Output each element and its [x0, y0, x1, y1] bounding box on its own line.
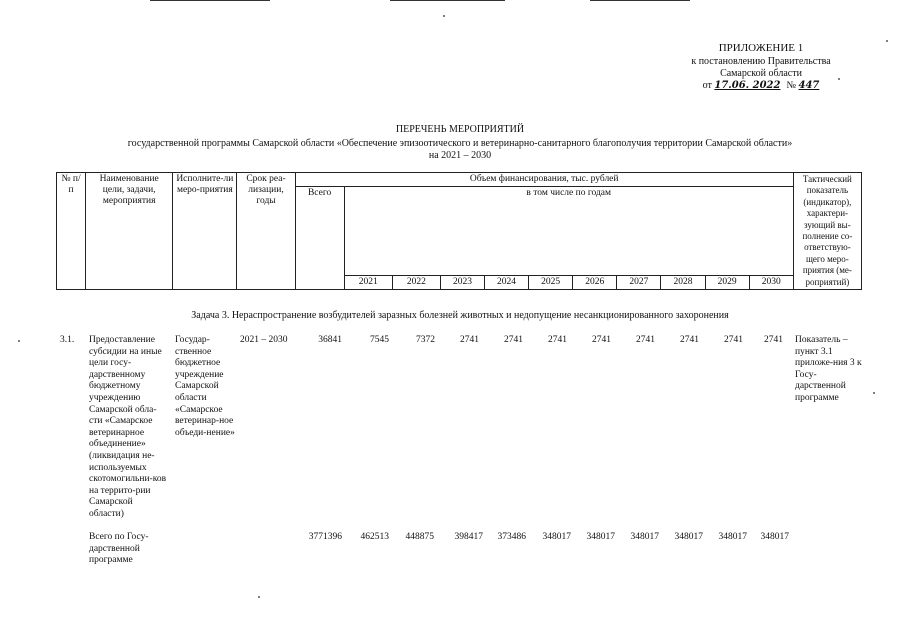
appendix-line: Самарской области — [720, 68, 802, 79]
scan-rule — [150, 0, 270, 1]
row-year-value: 2741 — [764, 335, 783, 345]
row-year-value: 2741 — [680, 335, 699, 345]
row-term: 2021 – 2030 — [240, 335, 288, 345]
header-indicator: Тактический показатель (индикатор), характери-зующий вы-полнение со-ответствую-щего меро-приятия (ме-роприятий) — [793, 173, 861, 290]
header-year: 2024 — [485, 276, 529, 290]
header-term: Срок реа-лизации, годы — [237, 173, 295, 290]
total-row-total: 3771396 — [308, 532, 342, 542]
row-year-value: 2741 — [548, 335, 567, 345]
header-year: 2025 — [529, 276, 573, 290]
total-row-year: 348017 — [586, 532, 615, 542]
row-indicator: Показатель – пункт 3.1 приложе-ния 3 к Госу-дарственной программе — [795, 335, 862, 403]
date-value: 17.06. 2022 — [714, 80, 781, 91]
total-row-year: 398417 — [454, 532, 483, 542]
header-total: Всего — [295, 187, 344, 290]
total-row-year: 348017 — [542, 532, 571, 542]
total-row-year: 462513 — [360, 532, 389, 542]
header-name: Наименование цели, задачи, мероприятия — [86, 173, 173, 290]
total-row-year: 448875 — [405, 532, 434, 542]
header-table — [56, 172, 862, 290]
header-no: № п/п — [57, 173, 86, 290]
header-year: 2029 — [705, 276, 749, 290]
row-year-value: 2741 — [592, 335, 611, 345]
row-total: 36841 — [318, 335, 342, 345]
header-year: 2021 — [344, 276, 392, 290]
total-row-year: 373486 — [497, 532, 526, 542]
scan-rule — [590, 0, 690, 1]
doc-period: на 2021 – 2030 — [428, 150, 492, 161]
row-number: 3.1. — [60, 335, 75, 345]
scan-rule — [390, 0, 505, 1]
scan-speck — [838, 78, 840, 80]
header-year: 2030 — [749, 276, 793, 290]
scan-speck — [873, 392, 875, 394]
header-by-years: в том числе по годам — [344, 187, 793, 276]
appendix-line: к постановлению Правительства — [691, 56, 831, 67]
total-row-name: Всего по Госу-дарственной программе — [89, 532, 149, 566]
header-year: 2028 — [661, 276, 705, 290]
header-funding: Объем финансирования, тыс. рублей — [295, 173, 793, 187]
appendix-block — [640, 42, 882, 92]
appendix-title: ПРИЛОЖЕНИЕ 1 — [718, 42, 804, 54]
header-year: 2027 — [617, 276, 661, 290]
row-name: Предоставление субсидии на иные цели госу-дарственному бюджетному учреждению Самарской обла-сти «Самарское ветеринарное объединение» (ликвидация не-используемых скотомогильни-ков на террито-рии Самарской области) — [89, 335, 167, 519]
scan-speck — [258, 596, 260, 598]
row-year-value: 2741 — [504, 335, 523, 345]
row-year-value: 2741 — [636, 335, 655, 345]
row-year-value: 7545 — [370, 335, 389, 345]
row-year-value: 7372 — [416, 335, 435, 345]
doc-title: ПЕРЕЧЕНЬ МЕРОПРИЯТИЙ — [395, 124, 525, 135]
total-row-year: 348017 — [718, 532, 747, 542]
number-prefix: № — [786, 80, 797, 91]
row-year-value: 2741 — [724, 335, 743, 345]
scan-speck — [443, 15, 445, 17]
date-prefix: от — [702, 80, 712, 91]
doc-subtitle: государственной программы Самарской области «Обеспечение эпизоотического и ветеринарно-санитарного благополучия территории Самарской области» — [127, 138, 793, 149]
task-heading: Задача 3. Нераспространение возбудителей заразных болезней животных и недопущение несанкционированного захоронения — [191, 310, 729, 321]
total-row-year: 348017 — [630, 532, 659, 542]
header-executor: Исполните-ли меро-приятия — [173, 173, 237, 290]
header-year: 2022 — [392, 276, 440, 290]
total-row-year: 348017 — [674, 532, 703, 542]
number-value: 447 — [798, 80, 820, 91]
header-year: 2023 — [440, 276, 484, 290]
scan-speck — [886, 40, 888, 42]
total-row-year: 348017 — [760, 532, 789, 542]
row-executor: Государ-ственное бюджетное учреждение Самарской области «Самарское ветеринар-ное объеди-нение» — [175, 335, 235, 438]
appendix-date-line — [640, 80, 882, 92]
scan-speck — [18, 340, 20, 342]
header-year: 2026 — [573, 276, 617, 290]
row-year-value: 2741 — [460, 335, 479, 345]
